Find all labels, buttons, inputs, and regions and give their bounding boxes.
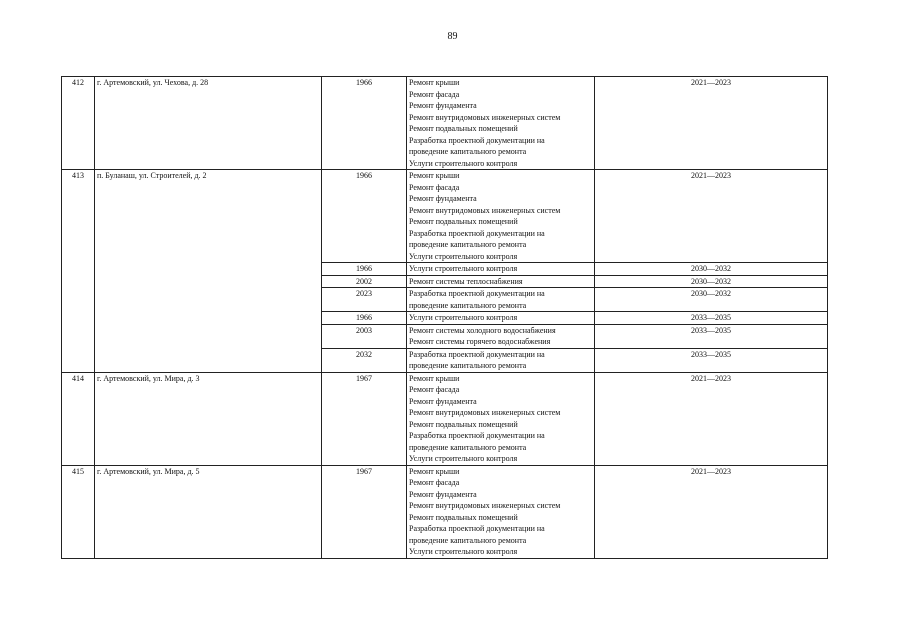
year-cell: 1966 [322, 77, 407, 170]
works-cell [407, 170, 595, 263]
address-cell: г. Артемовский, ул. Мира, д. 3 [95, 372, 322, 465]
record-number-cell: 413 [62, 170, 95, 373]
address-cell: г. Артемовский, ул. Чехова, д. 28 [95, 77, 322, 170]
period-cell: 2030—2032 [595, 275, 828, 288]
work-item: Ремонт крыши [409, 171, 460, 180]
works-cell [407, 275, 595, 288]
work-item: Ремонт фасада [409, 385, 460, 394]
works-cell [407, 312, 595, 325]
works-cell [407, 288, 595, 312]
year-cell: 2002 [322, 275, 407, 288]
work-item: Ремонт крыши [409, 466, 460, 476]
year-cell: 1967 [322, 372, 407, 465]
page-number: 89 [447, 31, 458, 42]
work-item: Ремонт системы горячего водоснабжения [409, 337, 551, 346]
period-cell: 2033—2035 [595, 312, 828, 325]
year-cell: 2023 [322, 288, 407, 312]
work-item: Ремонт подвальных помещений [409, 217, 518, 226]
work-item: Разработка проектной документации на [409, 431, 545, 440]
work-item: Разработка проектной документации на [409, 524, 545, 533]
work-item: проведение капитального ремонта [409, 442, 527, 452]
year-cell: 1966 [322, 263, 407, 276]
year-cell: 1966 [322, 312, 407, 325]
year-cell: 1967 [322, 465, 407, 558]
work-item: Ремонт фундамента [409, 101, 477, 110]
work-item: Ремонт системы холодного водоснабжения [409, 325, 556, 335]
works-cell [407, 372, 595, 465]
work-item: проведение капитального ремонта [409, 535, 527, 545]
year-cell: 2032 [322, 348, 407, 372]
year-cell: 1966 [322, 170, 407, 263]
work-item: Ремонт фундамента [409, 194, 477, 203]
period-cell: 2021—2023 [595, 372, 828, 465]
work-item: проведение капитального ремонта [409, 147, 527, 156]
table-row [62, 170, 828, 263]
work-item: Разработка проектной документации на [409, 289, 545, 298]
work-item: Ремонт крыши [409, 373, 460, 383]
work-item: Ремонт фасада [409, 89, 460, 99]
address-cell: п. Буланаш, ул. Строителей, д. 2 [95, 170, 322, 373]
work-item: Услуги строительного контроля [409, 547, 518, 556]
works-cell [407, 324, 595, 348]
work-item: Услуги строительного контроля [409, 251, 518, 261]
work-item: Разработка проектной документации на [409, 349, 545, 359]
period-cell: 2030—2032 [595, 288, 828, 312]
work-item: Ремонт подвальных помещений [409, 419, 518, 429]
record-number-cell: 414 [62, 372, 95, 465]
work-item: Услуги строительного контроля [409, 158, 518, 168]
period-cell: 2021—2023 [595, 465, 828, 558]
work-item: проведение капитального ремонта [409, 300, 527, 310]
repair-schedule-table [61, 76, 828, 559]
work-item: Ремонт фасада [409, 478, 460, 487]
work-item: Услуги строительного контроля [409, 264, 518, 273]
work-item: Ремонт внутридомовых инженерных систем [409, 205, 561, 215]
work-item: Ремонт подвальных помещений [409, 512, 518, 522]
period-cell: 2033—2035 [595, 324, 828, 348]
period-cell: 2033—2035 [595, 348, 828, 372]
work-item: проведение капитального ремонта [409, 240, 527, 249]
table-row [62, 372, 828, 465]
work-item: Ремонт внутридомовых инженерных систем [409, 408, 561, 417]
work-item: Ремонт фасада [409, 182, 460, 192]
work-item: Ремонт подвальных помещений [409, 124, 518, 133]
work-item: Ремонт системы теплоснабжения [409, 276, 523, 286]
work-item: Разработка проектной документации на [409, 228, 545, 238]
work-item: Ремонт внутридомовых инженерных систем [409, 501, 561, 510]
year-cell: 2003 [322, 324, 407, 348]
works-cell [407, 348, 595, 372]
works-cell [407, 465, 595, 558]
work-item: Услуги строительного контроля [409, 454, 518, 463]
record-number-cell: 415 [62, 465, 95, 558]
period-cell: 2021—2023 [595, 170, 828, 263]
table-row [62, 465, 828, 558]
works-cell [407, 77, 595, 170]
work-item: Ремонт фундамента [409, 396, 477, 406]
period-cell: 2030—2032 [595, 263, 828, 276]
work-item: Ремонт внутридомовых инженерных систем [409, 112, 561, 122]
address-cell: г. Артемовский, ул. Мира, д. 5 [95, 465, 322, 558]
work-item: проведение капитального ремонта [409, 361, 527, 370]
work-item: Ремонт фундамента [409, 489, 477, 499]
work-item: Ремонт крыши [409, 78, 460, 87]
work-item: Разработка проектной документации на [409, 135, 545, 145]
period-cell: 2021—2023 [595, 77, 828, 170]
table-row [62, 77, 828, 170]
work-item: Услуги строительного контроля [409, 313, 518, 322]
table-body [62, 77, 828, 559]
record-number-cell: 412 [62, 77, 95, 170]
works-cell [407, 263, 595, 276]
